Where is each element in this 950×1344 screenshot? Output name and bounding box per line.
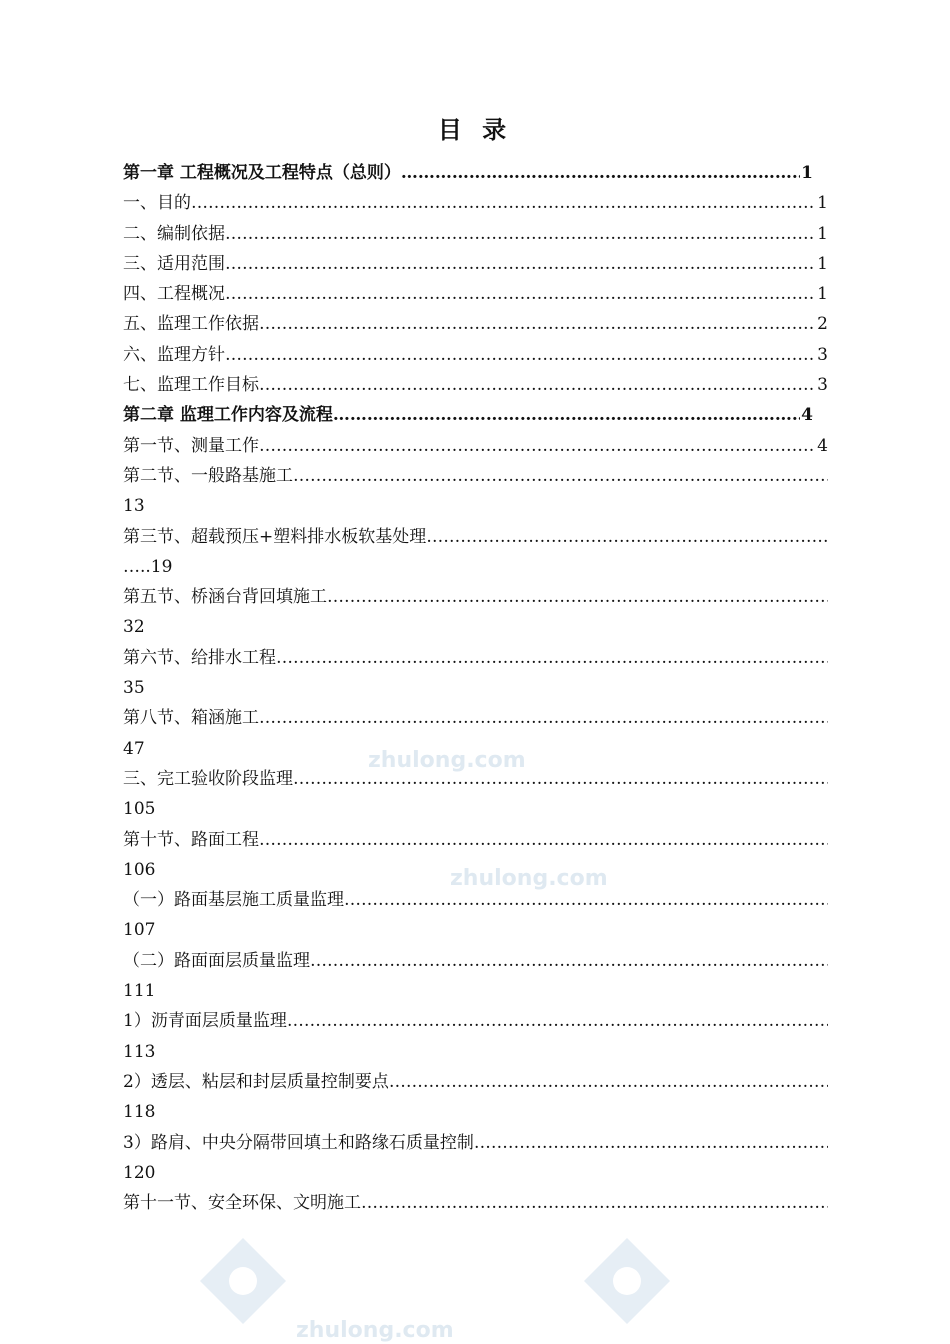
toc-leader [225, 340, 816, 370]
toc-entry-label: 五、监理工作依据 [123, 314, 259, 335]
toc-entry-label: 第一章 工程概况及工程特点（总则） [123, 163, 401, 183]
toc-leader [333, 400, 800, 430]
toc-leader [310, 946, 828, 976]
toc-page-number: 35 [123, 678, 145, 699]
toc-leader [259, 431, 816, 461]
toc-page-number: 2 [817, 314, 828, 335]
toc-entry[interactable] [123, 158, 813, 188]
toc-page-number: 107 [123, 920, 156, 941]
toc-leader [259, 370, 816, 400]
watermark-text: zhulong.com [296, 1318, 454, 1343]
toc-title: 目 录 [437, 115, 513, 144]
toc-entry-label: 3）路肩、中央分隔带回填土和路缘石质量控制 [123, 1132, 474, 1153]
toc-entry[interactable] [123, 370, 828, 400]
toc-entry[interactable] [123, 249, 828, 279]
toc-leader [389, 1067, 828, 1097]
toc-leader [401, 158, 800, 188]
toc-leader [327, 582, 828, 612]
toc-entry-label: 六、监理方针 [123, 344, 225, 365]
toc-page-number: 111 [123, 981, 156, 1002]
toc-entry[interactable] [123, 522, 828, 552]
toc-entry[interactable] [123, 1188, 828, 1218]
toc-entry-label: 第八节、箱涵施工 [123, 708, 259, 729]
toc-page-number: 118 [123, 1102, 156, 1123]
toc-entry[interactable] [123, 946, 828, 976]
toc-entry-label: 第十节、路面工程 [123, 829, 259, 850]
toc-entry-label: 第三节、超载预压+塑料排水板软基处理 [123, 526, 427, 547]
toc-entry-label: 七、监理工作目标 [123, 375, 259, 396]
toc-entry-label: （二）路面面层质量监理 [123, 950, 310, 971]
toc-entry-label: 第二章 监理工作内容及流程 [123, 405, 333, 426]
toc-leader [259, 309, 816, 339]
toc-entry-label: 第五节、桥涵台背回填施工 [123, 587, 327, 608]
toc-entry[interactable] [123, 309, 828, 339]
toc-entry[interactable] [123, 1128, 828, 1158]
toc-entry[interactable] [123, 1006, 828, 1036]
toc-entry-label: 2）透层、粘层和封层质量控制要点 [123, 1071, 389, 1092]
table-of-contents [123, 158, 828, 1218]
watermark-logo-icon [582, 1236, 672, 1326]
toc-page-number: 113 [123, 1041, 156, 1062]
toc-page-number: 1 [801, 163, 813, 183]
toc-entry-label: 二、编制依据 [123, 223, 225, 244]
toc-leader [474, 1128, 828, 1158]
toc-page-number: 3 [817, 344, 828, 365]
toc-entry[interactable] [123, 340, 828, 370]
toc-page-number: 1 [817, 253, 828, 274]
toc-entry[interactable] [123, 279, 828, 309]
watermark-logo-icon [198, 1236, 288, 1326]
toc-entry-label: 三、适用范围 [123, 253, 225, 274]
toc-entry-label: 1）沥青面层质量监理 [123, 1011, 287, 1032]
toc-page-number: 1 [817, 284, 828, 305]
toc-entry-label: 四、工程概况 [123, 284, 225, 305]
toc-page-number: 13 [123, 496, 145, 517]
toc-page-number: 4 [801, 405, 813, 426]
toc-leader [225, 279, 816, 309]
toc-page-number: 4 [817, 435, 828, 456]
toc-leader [259, 703, 828, 733]
toc-entry[interactable] [123, 188, 828, 218]
toc-entry[interactable] [123, 703, 828, 733]
toc-entry[interactable] [123, 400, 813, 430]
toc-entry[interactable] [123, 582, 828, 612]
toc-entry-label: 第十一节、安全环保、文明施工 [123, 1193, 361, 1214]
toc-leader [293, 461, 828, 491]
toc-entry[interactable] [123, 643, 828, 673]
toc-page-number: …..19 [123, 556, 173, 577]
toc-entry-label: （一）路面基层施工质量监理 [123, 890, 344, 911]
toc-page-number: 1 [817, 193, 828, 214]
toc-page-number: 106 [123, 859, 156, 880]
toc-page-number: 47 [123, 738, 145, 759]
watermark-text: zhulong.com [368, 748, 526, 773]
toc-leader [259, 825, 828, 855]
toc-entry-label: 第六节、给排水工程 [123, 647, 276, 668]
toc-entry[interactable] [123, 461, 828, 491]
toc-entry[interactable] [123, 1067, 828, 1097]
toc-entry[interactable] [123, 219, 828, 249]
toc-entry[interactable] [123, 885, 828, 915]
toc-leader [287, 1006, 828, 1036]
toc-page-number: 1 [817, 223, 828, 244]
toc-page-number: 32 [123, 617, 145, 638]
watermark-text: zhulong.com [450, 866, 608, 891]
toc-page-number: 105 [123, 799, 156, 820]
toc-entry-label: 第一节、测量工作 [123, 435, 259, 456]
toc-leader [276, 643, 828, 673]
toc-leader [361, 1188, 828, 1218]
toc-entry[interactable] [123, 431, 828, 461]
toc-leader [293, 764, 828, 794]
toc-entry-label: 第二节、一般路基施工 [123, 465, 293, 486]
toc-entry-label: 一、目的 [123, 193, 191, 214]
toc-leader [426, 522, 828, 552]
toc-leader [225, 219, 816, 249]
toc-entry-label: 三、完工验收阶段监理 [123, 768, 293, 789]
toc-leader [344, 885, 828, 915]
toc-entry[interactable] [123, 764, 828, 794]
toc-leader [225, 249, 816, 279]
toc-leader [191, 188, 816, 218]
toc-page-number: 3 [817, 375, 828, 396]
toc-entry[interactable] [123, 825, 828, 855]
toc-page-number: 120 [123, 1162, 156, 1183]
